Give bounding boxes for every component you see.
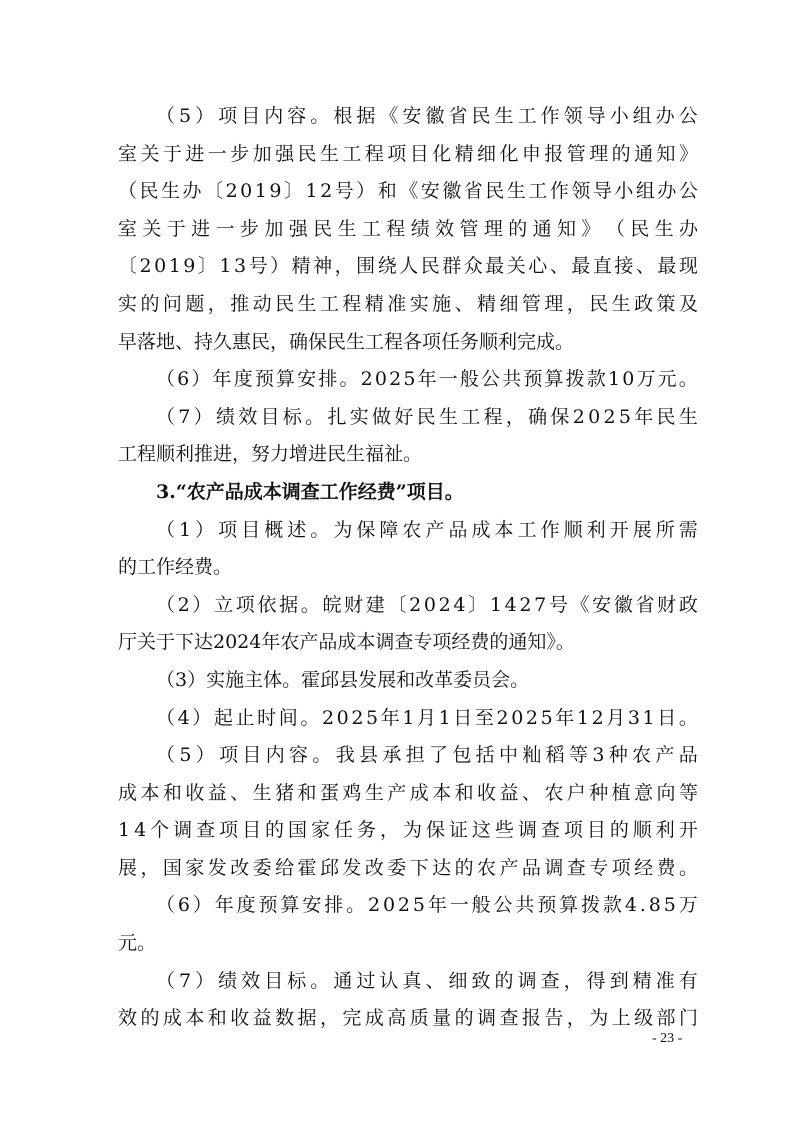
text-line: （ 7 ） 绩 效 目 标 。 通 过 认 真 、 细 致 的 调 查 ， 得 到 精 准 有 [156,969,698,992]
text-line: （ 6 ） 年 度 预 算 安 排 。 2 0 2 5 年 一 般 公 共 预 算 拨 款 4 . 8 5 万 [156,894,698,917]
text-line: 〔 2 0 1 9 〕 1 3 号 ） 精 神 ， 围 绕 人 民 群 众 最 关 心 、 最 直 接 、 最 现 [118,255,698,278]
text-line: 工程顺利推进，努力增进民生福祉。 [118,443,423,466]
text-line: 室 关 于 进 一 步 加 强 民 生 工 程 绩 效 管 理 的 通 知 》 （ 民 生 办 [118,217,698,240]
text-line: （ 6 ） 年 度 预 算 安 排 。 2 0 2 5 年 一 般 公 共 预 算 拨 款 1 0 万 元 。 [156,368,698,391]
text-line: 厅关于下达2024年农产品成本调查专项经费的通知》。 [118,631,575,654]
text-line: 实 的 问 题 ， 推 动 民 生 工 程 精 准 实 施 、 精 细 管 理 ， 民 生 政 策 及 [118,292,698,315]
text-line: 3.“农产品成本调查工作经费”项目。 [156,480,464,503]
document-body [118,98,698,1038]
text-line: 的工作经费。 [118,556,233,579]
text-line: 元。 [118,932,157,955]
text-line: （ 民 生 办 〔 2 0 1 9 〕 1 2 号 ） 和 《 安 徽 省 民 生 工 作 领 导 小 组 办 公 [118,180,698,203]
text-line: 展 ， 国 家 发 改 委 给 霍 邱 发 改 委 下 达 的 农 产 品 调 查 专 项 经 费 。 [118,856,698,879]
page-number: - 23 - [652,1031,683,1046]
text-line: （ 1 ） 项 目 概 述 。 为 保 障 农 产 品 成 本 工 作 顺 利 开 展 所 需 [156,518,698,541]
text-line: （ 7 ） 绩 效 目 标 。 扎 实 做 好 民 生 工 程 ， 确 保 2 0 2 5 年 民 生 [156,405,698,428]
text-line: 室 关 于 进 一 步 加 强 民 生 工 程 项 目 化 精 细 化 申 报 管 理 的 通 知 》 [118,142,698,165]
text-line: 1 4 个 调 查 项 目 的 国 家 任 务 ， 为 保 证 这 些 调 查 项 目 的 顺 利 开 [118,819,698,842]
text-line: （ 5 ） 项 目 内 容 。 我 县 承 担 了 包 括 中 籼 稻 等 3 种 农 产 品 [156,744,698,767]
text-line: （ 5 ） 项 目 内 容 。 根 据 《 安 徽 省 民 生 工 作 领 导 小 组 办 公 [156,105,698,127]
text-line: （ 4 ） 起 止 时 间 。 2 0 2 5 年 1 月 1 日 至 2 0 2 5 年 1 2 月 3 1 日 。 [156,706,698,729]
text-line: 早落地、持久惠民，确保民生工程各项任务顺利完成。 [118,330,575,353]
text-line: （ 2 ） 立 项 依 据 。 皖 财 建 〔 2 0 2 4 〕 1 4 2 7 号 《 安 徽 省 财 政 [156,593,698,616]
text-line: （3）实施主体。霍邱县发展和改革委员会。 [156,668,530,691]
text-line: 效 的 成 本 和 收 益 数 据 ， 完 成 高 质 量 的 调 查 报 告 ， 为 上 级 部 门 [118,1007,698,1030]
text-line: 成 本 和 收 益 、 生 猪 和 蛋 鸡 生 产 成 本 和 收 益 、 农 户 种 植 意 向 等 [118,781,698,804]
